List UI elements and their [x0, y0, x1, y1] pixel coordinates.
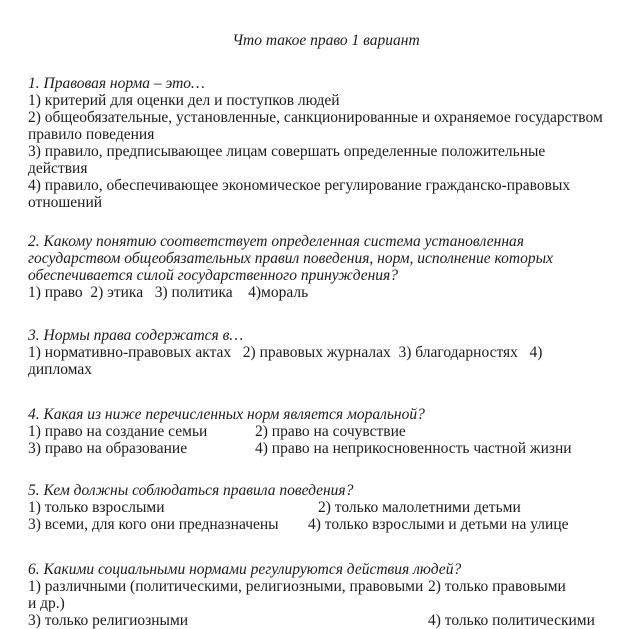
answer-option: 2) только правовыми	[428, 578, 566, 595]
answer-option: 1) право на создание семьи	[28, 423, 208, 440]
answer-options-line: 1) нормативно-правовых актах 2) правовых журналах 3) благодарностях 4) дипломах	[28, 344, 547, 378]
question-2	[28, 233, 604, 301]
answer-option: 4) только политическими	[428, 612, 595, 629]
question-prompt: 4. Какая из ниже перечисленных норм является моральной?	[28, 406, 425, 423]
question-prompt: 3. Нормы права содержатся в…	[28, 327, 244, 344]
answer-options-row	[28, 440, 604, 457]
question-5	[28, 482, 604, 533]
answer-option: 2) общеобязательные, установленные, санкционированные и охраняемое государством правило поведения	[28, 109, 607, 143]
answer-option: 1) различными (политическими, религиозными, правовыми и др.)	[28, 578, 428, 612]
answer-options-row	[28, 423, 604, 440]
document-title: Что такое право 1 вариант	[232, 32, 420, 49]
answer-options-row	[28, 612, 604, 629]
answer-option: 3) только религиозными	[28, 612, 189, 629]
answer-option: 1) только взрослыми	[28, 499, 165, 516]
answer-option: 3) правило, предписывающее лицам совершать определенные положительные действия	[28, 143, 550, 177]
question-6	[28, 561, 604, 629]
answer-option: 4) только взрослыми и детьми на улице	[308, 516, 569, 533]
question-prompt: 5. Кем должны соблюдаться правила поведения?	[28, 482, 354, 499]
question-4	[28, 406, 604, 457]
answer-options-row	[28, 516, 604, 533]
question-prompt: 6. Какими социальными нормами регулируются действия людей?	[28, 561, 462, 578]
answer-options-row	[28, 499, 604, 516]
question-1	[28, 75, 607, 211]
question-prompt: 2. Какому понятию соответствует определенная система установленная государством общеобязательных правил поведения, норм, исполнение которых обеспечивается силой государственного принуждения?	[28, 233, 553, 284]
answer-option: 1) критерий для оценки дел и поступков людей	[28, 92, 340, 109]
answer-options-row	[28, 578, 604, 612]
question-prompt: 1. Правовая норма – это…	[28, 75, 205, 92]
question-3	[28, 327, 604, 378]
answer-options-line: 1) право 2) этика 3) политика 4)мораль	[28, 284, 309, 301]
answer-option: 4) право на неприкосновенность частной жизни	[255, 440, 572, 457]
answer-option: 2) право на сочувствие	[255, 423, 406, 440]
answer-option: 4) правило, обеспечивающее экономическое регулирование гражданско-правовых отношений	[28, 177, 574, 211]
answer-option: 2) только малолетними детьми	[318, 499, 521, 516]
answer-option: 3) право на образование	[28, 440, 188, 457]
answer-option: 3) всеми, для кого они предназначены	[28, 516, 279, 533]
